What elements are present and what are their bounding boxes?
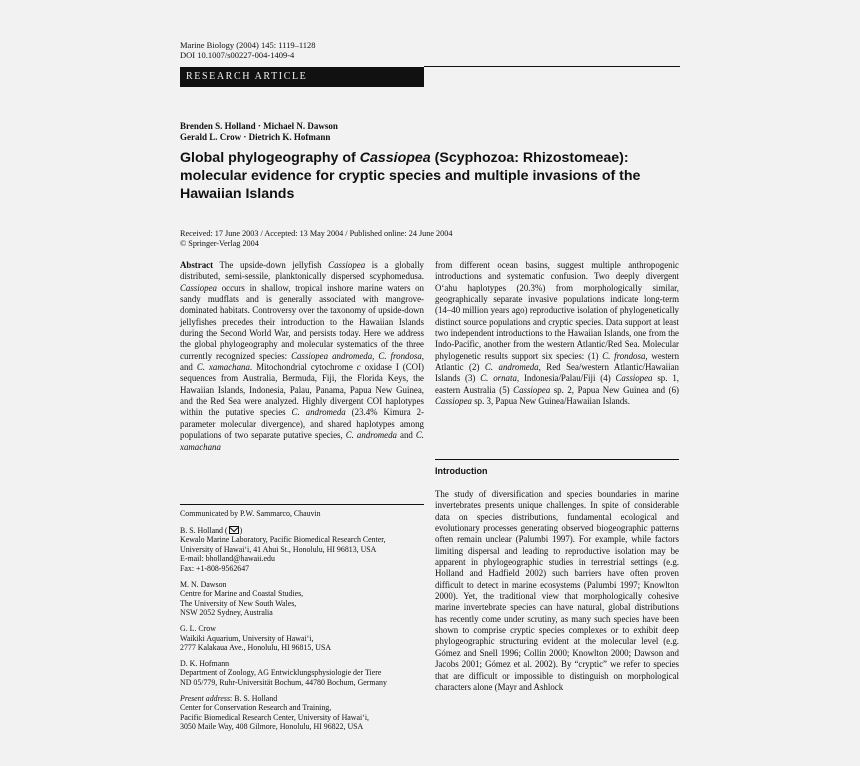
journal-citation: Marine Biology (2004) 145: 1119–1128 xyxy=(180,40,316,50)
introduction-text xyxy=(435,489,679,693)
section-rule xyxy=(435,459,679,460)
introduction-paragraph: The study of diversification and species boundaries in marine invertebrates presents unique challenges. In spite of considerable data on species distributions, fundamental ecological and evolutionary processes generating observed biogeographic patterns often remain unclear (Palumbi 1997). For example, while factors limiting dispersal and leading to reproductive isolation may be apparent in phylogeographic studies in terrestrial settings (e.g. Holland and Hadfield 2002) such barriers have often proven difficult to detect in marine ecosystems (Palumbi 1997; Knowlton 2000). Yet, the traditional view that morphologically cohesive marine invertebrate species can have natural, global distributions has recently come under scrutiny, as many such species have been shown to comprise cryptic species complexes or to exhibit deep phylogeographic structuring evident at the molecular level (e.g. Gómez and Snell 1996; Collin 2000; Knowlton 2000; Dawson and Jacobs 2001; Gómez et al. 2002). By “cryptic” we refer to species that are difficult or impossible to distinguish on morphological characters alone (Mayr and Ashlock xyxy=(435,489,679,692)
introduction-heading: Introduction xyxy=(435,466,488,476)
affiliation-dawson: M. N. Dawson Centre for Marine and Coastal Studies, The University of New South Wales, NSW 2052 Sydney, Australia xyxy=(180,579,304,618)
email-link[interactable]: E-mail: bholland@hawaii.edu xyxy=(180,554,275,564)
title-part-2: (Scyphozoa: Rhizostomeae): molecular evidence for cryptic species and multiple invasions of the Hawaiian Islands xyxy=(180,150,641,202)
affiliations xyxy=(180,509,430,738)
title-part-1: Global phylogeography of xyxy=(180,150,360,166)
abstract-text-continued: from different ocean basins, suggest multiple anthropogenic introductions and systematic confusion. Two deeply divergent O‘ahu haplotypes (20.3%) from morphologically similar, geographically separate invasive populations indicate long-term (14–40 million years ago) reproductive isolation of phylogenetically distinct source populations and cryptic species. Data support at least two independent introductions to the Hawaiian Islands, one from the Indo-Pacific, another from the western Atlantic/Red Sea. Molecular phylogenetic results support six species: (1) C. frondosa, western Atlantic (2) C. andromeda, Red Sea/western Atlantic/Hawaiian Islands (3) C. ornata, Indonesia/Palau/Fiji (4) Cassiopea sp. 1, eastern Australia (5) Cassiopea sp. 2, Papua New Guinea and (6) Cassiopea sp. 3, Papua New Guinea/Hawaiian Islands. xyxy=(435,260,680,407)
communicated-by: Communicated by P.W. Sammarco, Chauvin xyxy=(180,509,321,518)
article-type-banner: RESEARCH ARTICLE xyxy=(180,67,424,87)
journal-doi: DOI 10.1007/s00227-004-1409-4 xyxy=(180,50,295,60)
journal-header xyxy=(180,40,316,60)
abstract-column-right xyxy=(435,260,679,407)
authors-line-2: Gerald L. Crow · Dietrich K. Hofmann xyxy=(180,132,331,142)
affiliation-holland: B. S. Holland ( ) Kewalo Marine Laboratory, Pacific Biomedical Research Center, University of Hawai‘i, 41 Ahui St., Honolulu, HI 96813, USA E-mail: bholland@hawaii.edu Fax: +1-808-9562647 xyxy=(180,526,430,574)
copyright-line: © Springer-Verlag 2004 xyxy=(180,239,259,248)
author-list xyxy=(180,121,338,143)
header-rule xyxy=(424,66,680,67)
dates-line: Received: 17 June 2003 / Accepted: 13 May 2004 / Published online: 24 June 2004 xyxy=(180,229,453,238)
title-genus: Cassiopea xyxy=(359,150,431,166)
affiliation-crow: G. L. Crow Waikiki Aquarium, University of Hawai‘i, 2777 Kalakaua Ave., Honolulu, HI 96815, USA xyxy=(180,623,332,653)
affiliation-hofmann: D. K. Hofmann Department of Zoology, AG Entwicklungsphysiologie der Tiere ND 05/779, Ruhr-Universität Bochum, 44780 Bochum, Germany xyxy=(180,658,387,687)
abstract-label: Abstract xyxy=(180,260,214,270)
abstract-column-left xyxy=(180,260,424,453)
authors-line-1: Brenden S. Holland · Michael N. Dawson xyxy=(180,121,338,131)
present-address: Present address: B. S. Holland Center for Conservation Research and Training, Pacific Biomedical Research Center, University of Hawai‘i, 3050 Maile Way, 408 Gilmore, Honolulu, HI 96822, USA xyxy=(180,693,369,732)
envelope-icon xyxy=(229,526,239,534)
article-title xyxy=(180,149,680,203)
affiliation-rule xyxy=(180,504,424,505)
abstract-text: Abstract The upside-down jellyfish Cassiopea is a globally distributed, semi-sessile, planktonically dispersed scyphomedusa. Cassiopea occurs in shallow, tropical inshore marine waters on sandy mudflats and is generally associated with mangrove-dominated habitats. Controversy over the taxonomy of upside-down jellyfishes precedes their introduction to the Hawaiian Islands during the Second World War, and persists today. Here we address the global phylogeography and molecular systematics of the three currently recognized species: Cassiopea andromeda, C. frondosa, and C. xamachana. Mitochondrial cytochrome c oxidase I (COI) sequences from Australia, Bermuda, Fiji, the Florida Keys, the Hawaiian Islands, Indonesia, Palau, Panama, Papua New Guinea, and the Red Sea were analyzed. Highly divergent COI haplotypes within the putative species C. andromeda (23.4% Kimura 2-parameter molecular divergence), and shared haplotypes among populations of two separate putative species, C. andromeda and C. xamachana xyxy=(180,260,424,452)
publication-dates xyxy=(180,229,452,249)
